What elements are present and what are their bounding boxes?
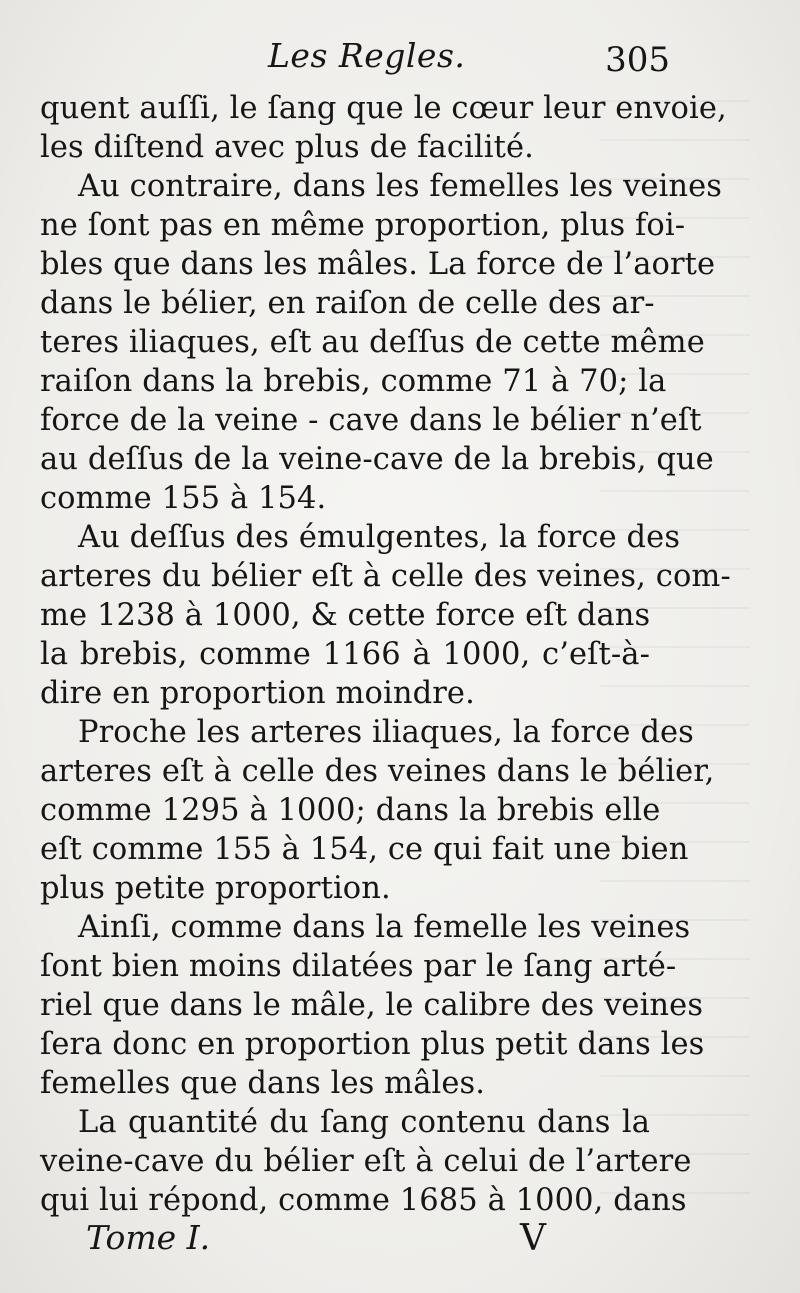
text-line: femelles que dans les mâles.	[40, 1066, 486, 1101]
text-line: la brebis, comme 1166 à 1000, c’eſt-à-	[40, 637, 650, 672]
text-line: quent auſſi, le ſang que le cœur leur envoie,	[40, 91, 727, 126]
text-line: ne ſont pas en même proportion, plus foi-	[40, 208, 686, 243]
signature-mark: V	[520, 1218, 546, 1259]
body-text	[40, 89, 731, 1220]
text-line: qui lui répond, comme 1685 à 1000, dans	[40, 1183, 687, 1218]
text-line: Proche les arteres iliaques, la force des	[78, 715, 694, 750]
text-line: dans le bélier, en raiſon de celle des ar-	[40, 286, 655, 321]
page-footer	[40, 1218, 640, 1268]
text-line: force de la veine - cave dans le bélier n’eſt	[40, 403, 702, 438]
text-line: Au contraire, dans les femelles les veines	[78, 169, 723, 204]
text-line: bles que dans les mâles. La force de l’aorte	[40, 247, 716, 282]
text-line: dire en proportion moindre.	[40, 676, 475, 711]
text-line: riel que dans le mâle, le calibre des veines	[40, 988, 704, 1023]
text-line: veine-cave du bélier eſt à celui de l’artere	[40, 1144, 692, 1179]
page-header	[40, 36, 670, 86]
text-line: me 1238 à 1000, & cette force eſt dans	[40, 598, 651, 633]
text-line: raiſon dans la brebis, comme 71 à 70; la	[40, 364, 667, 399]
text-line: au deſſus de la veine-cave de la brebis, que	[40, 442, 714, 477]
volume-label: Tome I.	[86, 1218, 211, 1257]
text-line: La quantité du ſang contenu dans la	[78, 1105, 650, 1140]
page-number: 305	[605, 40, 670, 80]
text-line: arteres du bélier eſt à celle des veines, com-	[40, 559, 731, 594]
text-line: eſt comme 155 à 154, ce qui fait une bien	[40, 832, 689, 867]
text-line: comme 1295 à 1000; dans la brebis elle	[40, 793, 661, 828]
text-line: plus petite proportion.	[40, 871, 391, 906]
text-line: ſont bien moins dilatées par le ſang arté-	[40, 949, 677, 984]
running-title: Les Regles.	[268, 36, 466, 75]
text-line: Au deſſus des émulgentes, la force des	[78, 520, 681, 555]
text-line: les diſtend avec plus de facilité.	[40, 130, 534, 165]
text-line: comme 155 à 154.	[40, 481, 327, 516]
text-line: arteres eſt à celle des veines dans le bélier,	[40, 754, 715, 789]
text-line: Ainſi, comme dans la femelle les veines	[78, 910, 691, 945]
text-line: teres iliaques, eſt au deſſus de cette même	[40, 325, 705, 360]
text-line: ſera donc en proportion plus petit dans les	[40, 1027, 705, 1062]
